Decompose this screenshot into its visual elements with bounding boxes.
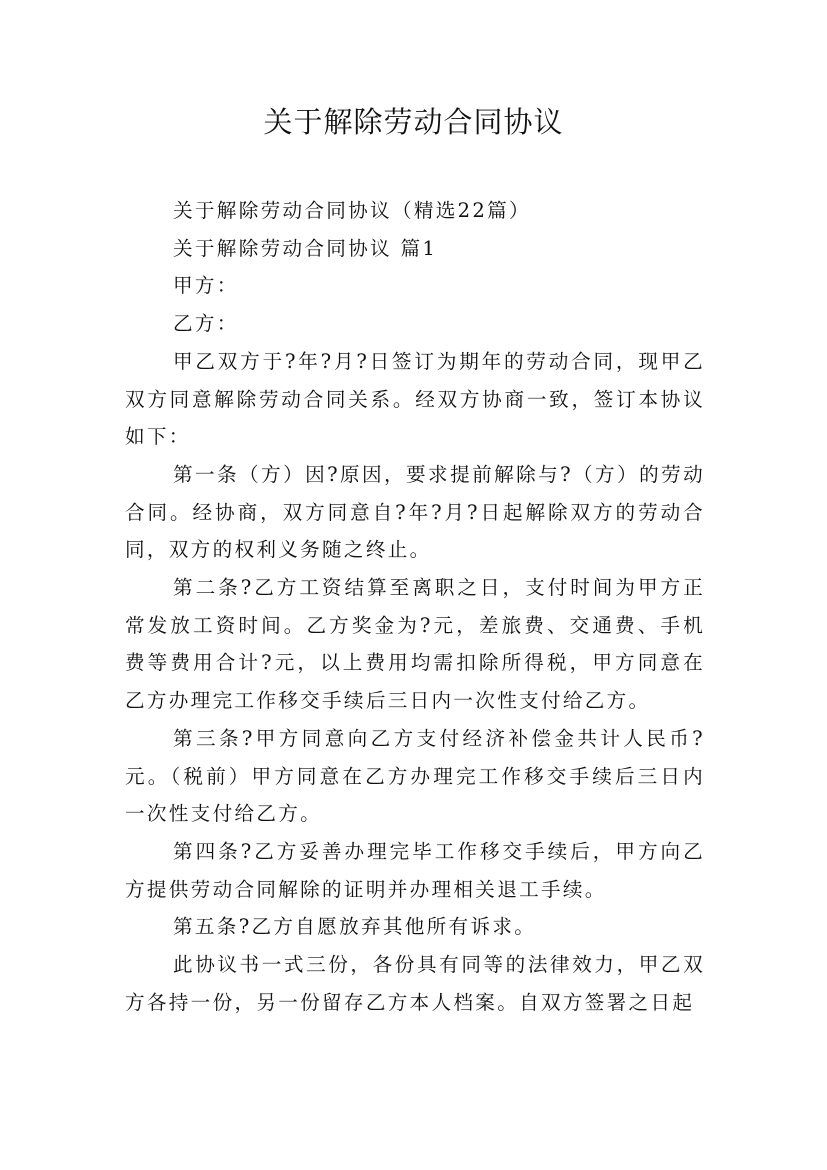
paragraph-article-2: 第二条?乙方工资结算至离职之日，支付时间为甲方正常发放工资时间。乙方奖金为?元，差旅费、交通费、手机费等费用合计?元，以上费用均需扣除所得税，甲方同意在乙方办理完工作移交手续后三日内一次性支付给乙方。 (125, 576, 705, 713)
paragraph-party-b: 乙方： (173, 312, 239, 336)
paragraph-article-1: 第一条（方）因?原因，要求提前解除与?（方）的劳动合同。经协商，双方同意自?年?月?日起解除双方的劳动合同，双方的权利义务随之终止。 (125, 462, 705, 562)
paragraph-article-4: 第四条?乙方妥善办理完毕工作移交手续后，甲方向乙方提供劳动合同解除的证明并办理相关退工手续。 (125, 839, 705, 901)
document-title: 关于解除劳动合同协议 (263, 105, 564, 139)
paragraph-closing: 此协议书一式三份，各份具有同等的法律效力，甲乙双方各持一份，另一份留存乙方本人档案。自双方签署之日起 (125, 953, 705, 1014)
paragraph-preamble: 甲乙双方于?年?月?日签订为期年的劳动合同，现甲乙双方同意解除劳动合同关系。经双方协商一致，签订本协议如下： (125, 349, 705, 449)
paragraph-article-5: 第五条?乙方自愿放弃其他所有诉求。 (173, 915, 537, 939)
document-body (125, 192, 705, 1021)
paragraph-party-a: 甲方： (173, 274, 239, 298)
paragraph-subtitle: 关于解除劳动合同协议（精选22篇） (173, 199, 531, 222)
paragraph-section-heading: 关于解除劳动合同协议 篇1 (173, 236, 438, 260)
paragraph-article-3: 第三条?甲方同意向乙方支付经济补偿金共计人民币?元。（税前）甲方同意在乙方办理完工作移交手续后三日内一次性支付给乙方。 (125, 726, 705, 826)
